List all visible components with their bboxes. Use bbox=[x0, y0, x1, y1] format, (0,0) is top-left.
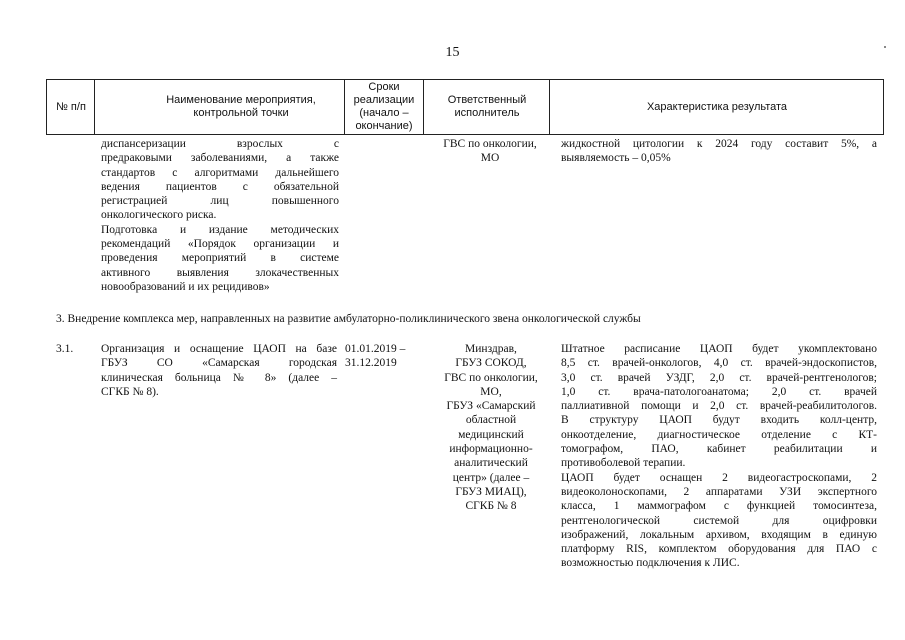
text-line: ГВС по онкологии, bbox=[444, 371, 538, 384]
text-line: рекомендаций «Порядок организации и bbox=[101, 238, 339, 251]
text-line: противоболевой терапии. bbox=[561, 457, 686, 470]
text-line: ГБУЗ СО «Самарская городская bbox=[101, 357, 337, 370]
text-line: 1,0 ст. врача-патологоанатома; 2,0 ст. врачей bbox=[561, 385, 877, 398]
text-line: МО, bbox=[480, 385, 502, 398]
text-line: стандартов с алгоритмами дальнейшего bbox=[101, 166, 339, 179]
text-line: аналитический bbox=[454, 457, 528, 470]
header-dates: Сроки реализации (начало – окончание) bbox=[353, 81, 415, 132]
text-line: регистрацией лиц повышенного bbox=[101, 195, 339, 208]
text-line: возможностью подключения к ЛИС. bbox=[561, 557, 740, 570]
text-line: онкоотделение, диагностическое отделение с КТ- bbox=[561, 428, 877, 441]
text-line: онкологического риска. bbox=[101, 209, 217, 222]
text-line: 3,0 ст. врачей УЗДГ, 2,0 ст. врачей-рентгенологов; bbox=[561, 371, 877, 384]
text-line: информационно- bbox=[449, 443, 533, 456]
row-name-cell bbox=[101, 342, 337, 399]
text-line: областной bbox=[465, 414, 517, 427]
text-line: Минздрав, bbox=[465, 343, 517, 355]
continued-resp-cell bbox=[425, 137, 555, 166]
text-line: жидкостной цитологии к 2024 году составит 5%, а bbox=[561, 138, 877, 150]
text-line: новообразований и их рецидивов» bbox=[101, 280, 270, 293]
row-number: 3.1. bbox=[56, 343, 74, 355]
header-num: № п/п bbox=[56, 100, 86, 113]
continued-result-cell bbox=[561, 137, 877, 166]
text-line: предраковыми заболеваниями, а также bbox=[101, 152, 339, 165]
page-number: 15 bbox=[445, 45, 460, 60]
text-line: В структуру ЦАОП будут входить колл-центр, bbox=[561, 414, 877, 427]
section-title: 3. Внедрение комплекса мер, направленных на развитие амбулаторно-поликлинического звена онкологической службы bbox=[56, 313, 641, 325]
row-resp-cell bbox=[428, 342, 554, 514]
text-line: рентгенологической системой для оцифровки bbox=[561, 514, 877, 527]
text-line: томографом, ПАО, кабинет реабилитации и bbox=[561, 443, 877, 456]
header-name: Наименование мероприятия, контрольной точки bbox=[166, 94, 316, 119]
text-line: Штатное расписание ЦАОП будет укомплектовано bbox=[561, 343, 877, 355]
text-line: платформу RIS, комплектом оборудования для ПАО с bbox=[561, 543, 877, 556]
row-dates-cell bbox=[345, 342, 425, 371]
text-line: активного выявления злокачественных bbox=[101, 266, 339, 279]
row-result-cell bbox=[561, 342, 877, 571]
header-resp: Ответственный исполнитель bbox=[447, 94, 527, 119]
text-line: ГБУЗ «Самарский bbox=[446, 400, 536, 413]
text-line: изображений, локальным архивом, входящим в единую bbox=[561, 528, 877, 541]
text-line: класса, 1 маммографом с функцией томосинтеза, bbox=[561, 500, 877, 513]
text-line: паллиативной помощи и 2,0 ст. врачей-реабилитологов. bbox=[561, 400, 877, 413]
text-line: ГБУЗ МИАЦ), bbox=[455, 485, 527, 498]
text-line: Подготовка и издание методических bbox=[101, 223, 339, 236]
text-line: медицинский bbox=[458, 428, 524, 441]
continued-name-cell bbox=[101, 137, 339, 294]
text-line: Организация и оснащение ЦАОП на базе bbox=[101, 343, 337, 355]
text-line: диспансеризации взрослых с bbox=[101, 138, 339, 150]
text-line: проведения мероприятий в системе bbox=[101, 252, 339, 265]
text-line: ГБУЗ СОКОД, bbox=[455, 357, 527, 370]
text-line: ведения пациентов с обязательной bbox=[101, 180, 339, 193]
text-line: центр» (далее – bbox=[452, 471, 530, 484]
text-line: СГКБ № 8 bbox=[465, 500, 517, 513]
text-line: ГВС по онкологии, bbox=[443, 138, 537, 150]
text-line: 31.12.2019 bbox=[345, 357, 397, 370]
text-line: ЦАОП будет оснащен 2 видеогастроскопами, 2 bbox=[561, 471, 877, 484]
table-header bbox=[46, 79, 884, 135]
text-line: СГКБ № 8). bbox=[101, 385, 159, 398]
text-line: 8,5 ст. врачей-онкологов, 4,0 ст. врачей-эндоскопистов, bbox=[561, 357, 877, 370]
text-line: видеоколоноскопами, 2 аппаратами УЗИ экспертного bbox=[561, 485, 877, 498]
header-result: Характеристика результата bbox=[646, 100, 788, 113]
scan-dot bbox=[884, 46, 886, 48]
text-line: выявляемость – 0,05% bbox=[561, 152, 671, 165]
text-line: МО bbox=[480, 152, 500, 165]
text-line: клиническая больница № 8» (далее – bbox=[101, 371, 337, 384]
text-line: 01.01.2019 – bbox=[345, 343, 406, 355]
